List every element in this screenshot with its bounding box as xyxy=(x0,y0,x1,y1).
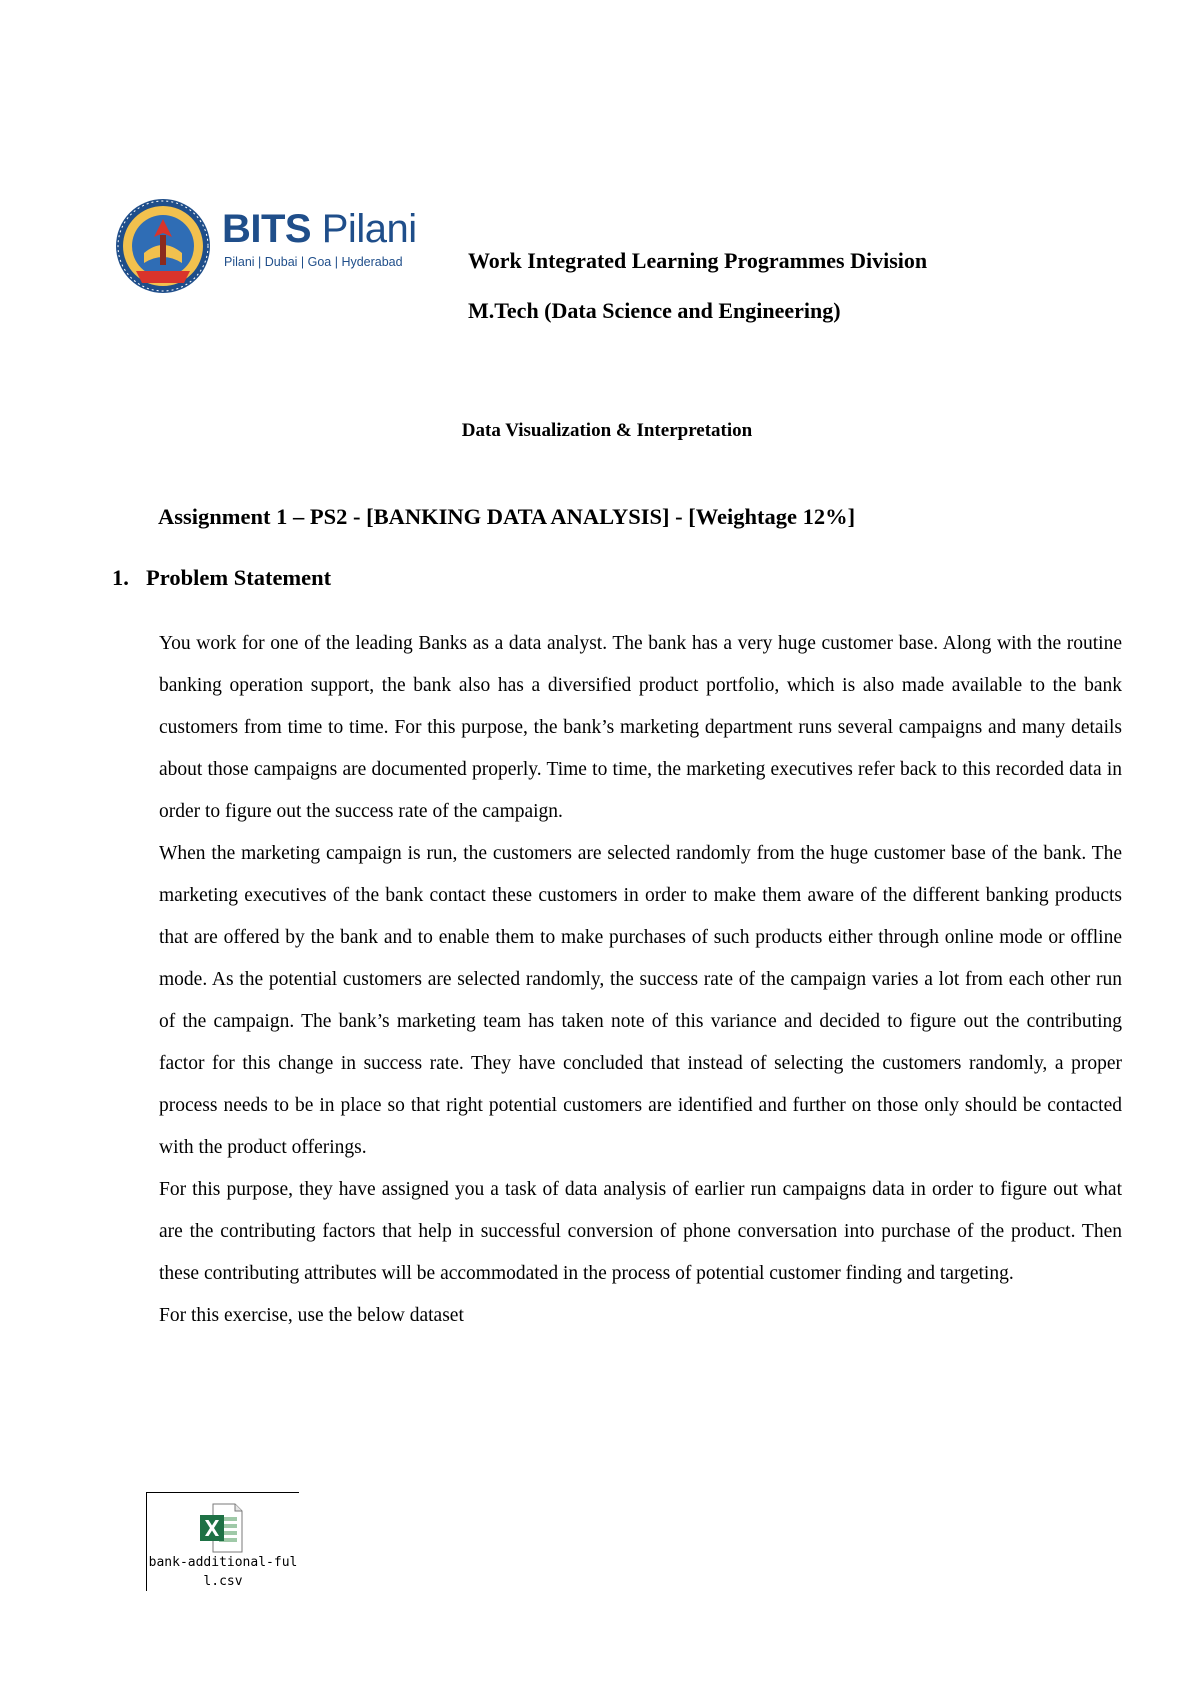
brand-light: Pilani xyxy=(321,207,417,251)
paragraph: For this purpose, they have assigned you a task of data analysis of earlier run campaigns data in order to figure out what are the contributing factors that help in successful conversion of phone conversation into purchase of the product. Then these contributing attributes will be accommodated in the process of potential customer finding and targeting. xyxy=(159,1179,1122,1284)
paragraph: When the marketing campaign is run, the customers are selected randomly from the huge customer base of the bank. The marketing executives of the bank contact these customers in order to make them aware of the different banking products that are offered by the bank and to enable them to make purchases of such products either through online mode or offline mode. As the potential customers are selected randomly, the success rate of the campaign varies a lot from each other run of the campaign. The bank’s marketing team has taken note of this variance and decided to figure out the contributing factor for this change in success rate. They have concluded that instead of selecting the customers randomly, a proper process needs to be in place so that right potential customers are identified and further on those only should be contacted with the product offerings. xyxy=(159,843,1122,1158)
section-number: 1. xyxy=(112,565,129,590)
filename-line: l.csv xyxy=(203,1574,243,1589)
paragraph: For this exercise, use the below dataset xyxy=(159,1305,464,1326)
paragraph: You work for one of the leading Banks as a data analyst. The bank has a very huge customer base. Along with the routine banking operation support, the bank also has a diversified product portfolio, which is also made available to the bank customers from time to time. For this purpose, the bank’s marketing department runs several campaigns and many details about those campaigns are documented properly. Time to time, the marketing executives refer back to this recorded data in order to figure out the success rate of the campaign. xyxy=(159,633,1122,822)
assignment-title: Assignment 1 – PS2 - [BANKING DATA ANALYSIS] - [Weightage 12%] xyxy=(158,504,856,529)
section-title: Problem Statement xyxy=(146,565,332,590)
attachment-filename xyxy=(147,1553,299,1591)
brand-campuses: Pilani | Dubai | Goa | Hyderabad xyxy=(224,255,403,269)
brand-bold: BITS xyxy=(222,207,312,251)
embedded-file-attachment[interactable] xyxy=(146,1492,299,1591)
brand-wordmark xyxy=(222,209,417,249)
excel-file-icon xyxy=(199,1503,243,1553)
university-seal-icon xyxy=(114,197,212,295)
division-title: Work Integrated Learning Programmes Division xyxy=(468,248,928,273)
filename-line: bank-additional-ful xyxy=(148,1555,298,1570)
bits-pilani-logo xyxy=(114,197,417,297)
problem-statement-body xyxy=(159,623,1122,1337)
course-title: Data Visualization & Interpretation xyxy=(461,420,753,441)
section-heading xyxy=(112,565,331,591)
program-title: M.Tech (Data Science and Engineering) xyxy=(468,298,841,323)
